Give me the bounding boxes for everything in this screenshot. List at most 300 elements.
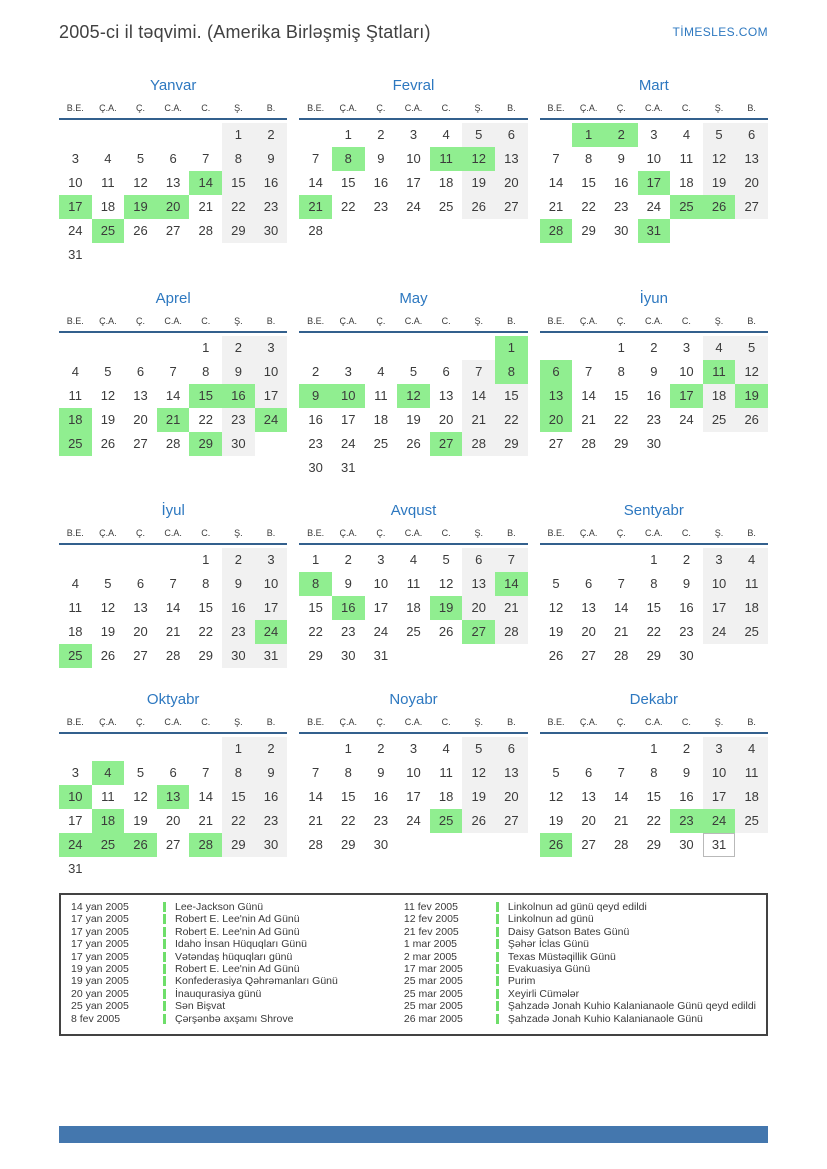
weekday-header: C. <box>441 103 451 113</box>
day-cell-empty <box>430 336 463 360</box>
weekday-header: B. <box>507 528 516 538</box>
day-cell: 23 <box>255 809 288 833</box>
holiday-tick-icon <box>163 952 166 962</box>
weekday-header: Ş. <box>234 316 243 326</box>
day-cell: 13 <box>495 147 528 171</box>
day-cell: 29 <box>189 432 222 456</box>
weekday-header: Ç. <box>136 316 146 326</box>
day-cell: 24 <box>59 833 92 857</box>
day-cell: 27 <box>548 436 564 451</box>
day-cell: 6 <box>442 364 450 379</box>
day-cell: 5 <box>104 576 112 591</box>
day-cell: 27 <box>495 195 528 219</box>
legend-row <box>71 926 398 938</box>
day-cell-empty <box>605 548 638 572</box>
day-cell: 3 <box>409 741 418 756</box>
day-cell: 7 <box>312 765 320 780</box>
day-cell: 9 <box>222 572 255 596</box>
month-title: Aprel <box>155 290 191 307</box>
day-cell: 26 <box>540 833 573 857</box>
legend-date: 11 fev 2005 <box>403 901 458 913</box>
week-row <box>299 833 527 857</box>
day-cell: 15 <box>189 384 222 408</box>
weekday-header-row <box>299 103 527 120</box>
week-row <box>540 432 768 456</box>
weekday-header: C.A. <box>164 717 182 727</box>
day-cell: 14 <box>198 789 213 804</box>
weekday-header-row <box>540 528 768 545</box>
holiday-tick-icon <box>496 1014 499 1024</box>
day-cell: 26 <box>438 624 454 639</box>
day-cell: 10 <box>679 364 694 379</box>
day-cell: 30 <box>613 223 629 238</box>
day-cell: 21 <box>495 596 528 620</box>
day-cell: 29 <box>308 648 323 663</box>
day-cell: 16 <box>373 175 389 190</box>
day-cell: 21 <box>198 199 213 214</box>
week-row <box>59 833 287 857</box>
weekday-header: Ş. <box>474 316 483 326</box>
day-cell: 15 <box>646 600 662 615</box>
weekday-header: Ç. <box>136 103 146 113</box>
weekday-header-row <box>540 103 768 120</box>
day-cell: 10 <box>406 765 421 780</box>
weeks <box>540 548 768 668</box>
day-cell: 12 <box>703 147 736 171</box>
day-cell: 21 <box>613 624 629 639</box>
weekday-header: Ç.A. <box>339 528 357 538</box>
day-cell: 26 <box>703 195 736 219</box>
day-cell-empty <box>430 644 463 668</box>
day-cell: 11 <box>439 765 453 780</box>
holiday-name: Robert E. Lee'nin Ad Günü <box>175 913 300 926</box>
day-cell: 30 <box>255 833 288 857</box>
legend-col-right <box>404 901 756 1025</box>
day-cell: 10 <box>332 384 365 408</box>
legend-date: 14 yan 2005 <box>71 901 129 913</box>
day-cell: 28 <box>613 648 629 663</box>
day-cell: 21 <box>308 813 323 828</box>
day-cell: 13 <box>157 785 190 809</box>
day-cell: 26 <box>462 195 495 219</box>
weekday-header: Ç.A. <box>579 528 598 538</box>
weekday-header: B.E. <box>66 316 84 326</box>
weekday-header: B. <box>747 528 756 538</box>
day-cell: 25 <box>92 219 125 243</box>
weekday-header: B. <box>747 717 756 727</box>
day-cell: 6 <box>169 151 177 166</box>
month-may <box>299 288 527 500</box>
day-cell: 2 <box>650 340 658 355</box>
day-cell: 14 <box>495 572 528 596</box>
day-cell-empty <box>540 548 573 572</box>
month-title: Noyabr <box>389 691 438 708</box>
week-row <box>540 195 768 219</box>
day-cell: 5 <box>462 123 495 147</box>
weekday-header: B.E. <box>307 528 325 538</box>
week-row <box>299 737 527 761</box>
weekday-header: Ç. <box>616 316 626 326</box>
day-cell: 8 <box>584 151 593 166</box>
day-cell: 24 <box>68 223 83 238</box>
day-cell: 5 <box>136 765 145 780</box>
day-cell-empty <box>735 644 768 668</box>
day-cell: 26 <box>462 809 495 833</box>
weekday-header: Ş. <box>714 316 724 326</box>
month-title: May <box>399 290 428 307</box>
day-cell-empty <box>255 857 288 881</box>
week-row <box>540 147 768 171</box>
week-row <box>540 761 768 785</box>
day-cell-empty <box>397 833 430 857</box>
day-cell: 2 <box>605 123 638 147</box>
week-row <box>299 432 527 456</box>
legend-date: 17 mar 2005 <box>403 963 463 976</box>
legend-row <box>404 1013 756 1025</box>
day-cell: 15 <box>341 789 356 804</box>
day-cell: 11 <box>430 147 463 171</box>
week-row <box>299 456 527 480</box>
day-cell: 29 <box>613 436 629 451</box>
day-cell-empty <box>157 123 190 147</box>
weekday-header: B. <box>507 103 516 113</box>
day-cell-empty <box>124 243 157 267</box>
day-cell: 15 <box>198 600 213 615</box>
day-cell: 28 <box>165 648 181 663</box>
week-row <box>540 596 768 620</box>
weekday-header: Ç. <box>616 528 626 538</box>
day-cell: 2 <box>377 741 385 756</box>
day-cell: 31 <box>68 861 83 876</box>
day-cell: 23 <box>679 624 694 639</box>
day-cell-empty <box>605 737 638 761</box>
holiday-tick-icon <box>163 939 166 949</box>
weekday-header-row <box>59 528 287 545</box>
day-cell: 11 <box>735 572 768 596</box>
weeks <box>59 548 287 668</box>
day-cell: 18 <box>100 199 116 214</box>
week-row <box>299 123 527 147</box>
month-yanvar <box>59 75 287 288</box>
day-cell-empty <box>124 548 157 572</box>
holiday-name: Robert E. Lee'nin Ad Günü <box>175 963 300 976</box>
week-row <box>59 548 287 572</box>
month-title: Yanvar <box>149 77 197 94</box>
day-cell: 14 <box>548 175 564 190</box>
day-cell: 25 <box>59 432 92 456</box>
holiday-name: Evakuasiya Günü <box>507 963 591 976</box>
day-cell: 9 <box>377 765 385 780</box>
day-cell: 1 <box>202 340 210 355</box>
day-cell: 3 <box>409 127 418 142</box>
day-cell: 5 <box>703 123 736 147</box>
day-cell: 22 <box>222 195 255 219</box>
week-row <box>299 408 527 432</box>
day-cell: 22 <box>646 813 662 828</box>
day-cell-empty <box>157 336 190 360</box>
day-cell: 22 <box>341 813 356 828</box>
day-cell: 4 <box>703 336 736 360</box>
weekday-header: B. <box>266 316 276 326</box>
day-cell: 20 <box>495 171 528 195</box>
day-cell-empty <box>462 219 495 243</box>
day-cell: 3 <box>71 765 79 780</box>
day-cell: 29 <box>341 837 356 852</box>
day-cell: 14 <box>613 789 629 804</box>
legend-row <box>404 988 756 1000</box>
legend-date: 8 fev 2005 <box>71 1012 121 1025</box>
week-row <box>540 572 768 596</box>
legend-row <box>404 1000 756 1012</box>
week-row <box>59 644 287 668</box>
day-cell: 31 <box>68 247 83 262</box>
day-cell: 20 <box>462 596 495 620</box>
day-cell: 27 <box>133 436 148 451</box>
day-cell: 3 <box>71 151 79 166</box>
day-cell: 10 <box>373 576 389 591</box>
weekday-header: C. <box>441 528 451 538</box>
day-cell: 1 <box>650 741 658 756</box>
day-cell-empty <box>299 336 332 360</box>
day-cell-empty <box>92 548 125 572</box>
day-cell: 18 <box>59 408 92 432</box>
day-cell-empty <box>222 243 255 267</box>
legend-date: 25 yan 2005 <box>71 1000 129 1013</box>
day-cell: 13 <box>165 175 181 190</box>
day-cell: 25 <box>430 809 463 833</box>
weekday-header: B.E. <box>547 717 565 727</box>
day-cell: 12 <box>100 600 116 615</box>
day-cell-empty <box>59 737 92 761</box>
day-cell: 13 <box>438 388 454 403</box>
day-cell: 9 <box>682 576 691 591</box>
day-cell: 4 <box>71 364 79 379</box>
weekday-header: C.A. <box>404 316 423 326</box>
weekday-header: Ç. <box>616 717 626 727</box>
day-cell: 19 <box>133 813 148 828</box>
day-cell: 27 <box>581 837 596 852</box>
day-cell: 14 <box>189 171 222 195</box>
day-cell: 14 <box>613 600 629 615</box>
day-cell: 17 <box>670 384 703 408</box>
week-row <box>299 147 527 171</box>
week-row <box>299 171 527 195</box>
day-cell: 2 <box>222 548 255 572</box>
weekday-header: B.E. <box>307 103 325 113</box>
day-cell-empty <box>189 123 222 147</box>
holiday-name: Sən Bişvat <box>175 1000 226 1013</box>
weekday-header: B. <box>266 717 276 727</box>
legend-date: 12 fev 2005 <box>403 913 459 926</box>
day-cell: 30 <box>222 432 255 456</box>
day-cell: 19 <box>124 195 157 219</box>
weekday-header: C. <box>201 528 211 538</box>
weekday-header: Ç. <box>376 316 386 326</box>
day-cell: 17 <box>341 412 356 427</box>
weekday-header: C. <box>201 717 211 727</box>
day-cell: 13 <box>133 600 148 615</box>
week-row <box>59 857 287 881</box>
day-cell: 21 <box>165 624 181 639</box>
weekday-header: Ş. <box>234 103 243 113</box>
day-cell: 20 <box>735 171 768 195</box>
day-cell: 30 <box>308 460 323 475</box>
day-cell: 21 <box>462 408 495 432</box>
day-cell: 24 <box>703 809 736 833</box>
day-cell: 30 <box>646 436 662 451</box>
day-cell: 21 <box>548 199 564 214</box>
day-cell-empty <box>255 432 288 456</box>
day-cell-empty <box>495 219 528 243</box>
day-cell: 25 <box>735 620 768 644</box>
weeks <box>540 336 768 456</box>
weekday-header: B. <box>266 103 276 113</box>
day-cell: 12 <box>548 600 564 615</box>
day-cell: 14 <box>165 600 181 615</box>
legend-date: 25 mar 2005 <box>403 975 463 988</box>
day-cell: 16 <box>255 785 288 809</box>
holiday-tick-icon <box>163 989 166 999</box>
day-cell: 28 <box>189 833 222 857</box>
holiday-name: Daisy Gatson Bates Günü <box>507 925 630 938</box>
day-cell: 9 <box>255 761 288 785</box>
day-cell: 14 <box>165 388 181 403</box>
day-cell: 6 <box>584 765 593 780</box>
day-cell: 23 <box>373 813 389 828</box>
day-cell: 20 <box>157 195 190 219</box>
week-row <box>59 147 287 171</box>
weeks <box>299 123 527 243</box>
day-cell: 12 <box>462 147 495 171</box>
holiday-tick-icon <box>496 939 499 949</box>
day-cell: 16 <box>679 789 694 804</box>
day-cell: 20 <box>581 624 596 639</box>
day-cell: 22 <box>646 624 662 639</box>
day-cell: 17 <box>255 384 288 408</box>
day-cell: 8 <box>202 576 210 591</box>
day-cell: 17 <box>68 813 83 828</box>
weekday-header: Ç.A. <box>339 717 357 727</box>
day-cell-empty <box>462 456 495 480</box>
day-cell: 16 <box>613 175 629 190</box>
day-cell: 21 <box>157 408 190 432</box>
holiday-tick-icon <box>163 1014 166 1024</box>
day-cell: 10 <box>68 175 83 190</box>
weekday-header: C.A. <box>404 103 423 113</box>
day-cell-empty <box>703 219 736 243</box>
weekday-header: B.E. <box>547 103 565 113</box>
weekday-header: B. <box>747 103 756 113</box>
legend-date: 17 yan 2005 <box>71 938 129 951</box>
day-cell-empty <box>703 644 736 668</box>
day-cell: 4 <box>442 741 450 756</box>
holiday-name: Linkolnun ad günü <box>507 913 594 926</box>
day-cell: 18 <box>406 600 421 615</box>
day-cell-empty <box>462 833 495 857</box>
day-cell: 16 <box>646 388 662 403</box>
holiday-tick-icon <box>496 976 499 986</box>
day-cell: 20 <box>133 624 148 639</box>
day-cell: 25 <box>59 644 92 668</box>
weekday-header-row <box>299 528 527 545</box>
holiday-tick-icon <box>496 927 499 937</box>
day-cell: 4 <box>104 151 112 166</box>
holiday-name: İnauqurasiya günü <box>175 987 262 1000</box>
day-cell: 20 <box>540 408 573 432</box>
day-cell-empty <box>703 432 736 456</box>
day-cell: 11 <box>406 576 421 591</box>
day-cell: 25 <box>92 833 125 857</box>
weekday-header: Ç.A. <box>99 103 117 113</box>
legend-row <box>71 1013 398 1025</box>
day-cell: 25 <box>670 195 703 219</box>
month-title: Dekabr <box>629 691 678 708</box>
weeks <box>540 737 768 857</box>
day-cell-empty <box>157 548 190 572</box>
day-cell: 18 <box>92 809 125 833</box>
legend-date: 21 fev 2005 <box>403 925 459 938</box>
day-cell-empty <box>189 857 222 881</box>
legend-row <box>404 975 756 987</box>
day-cell-empty <box>365 336 398 360</box>
weekday-header: Ç. <box>376 528 386 538</box>
site-link[interactable]: TİMESLES.COM <box>672 25 768 39</box>
month-dekabr <box>540 689 768 893</box>
weekday-header: Ş. <box>474 103 483 113</box>
day-cell: 24 <box>341 436 356 451</box>
weekday-header: Ş. <box>234 528 243 538</box>
day-cell: 5 <box>136 151 145 166</box>
day-cell: 21 <box>581 412 596 427</box>
day-cell: 18 <box>735 596 768 620</box>
week-row <box>59 572 287 596</box>
day-cell: 25 <box>373 436 389 451</box>
weekday-header: Ç.A. <box>99 528 117 538</box>
day-cell: 20 <box>495 785 528 809</box>
month-aprel <box>59 288 287 500</box>
weekday-header: C.A. <box>404 528 423 538</box>
week-row <box>299 761 527 785</box>
day-cell: 5 <box>552 765 560 780</box>
weekday-header: C.A. <box>645 103 663 113</box>
day-cell: 20 <box>133 412 148 427</box>
day-cell: 12 <box>462 761 495 785</box>
day-cell: 22 <box>308 624 323 639</box>
week-row <box>540 219 768 243</box>
day-cell-empty <box>299 737 332 761</box>
day-cell: 22 <box>222 809 255 833</box>
legend-date: 26 mar 2005 <box>403 1012 463 1025</box>
day-cell: 8 <box>495 360 528 384</box>
day-cell: 27 <box>462 620 495 644</box>
legend-row <box>404 963 756 975</box>
day-cell: 15 <box>495 384 528 408</box>
day-cell: 27 <box>133 648 148 663</box>
day-cell: 4 <box>682 127 691 142</box>
legend-date: 19 yan 2005 <box>71 963 129 976</box>
day-cell: 22 <box>581 199 596 214</box>
day-cell: 9 <box>377 151 385 166</box>
day-cell: 30 <box>341 648 356 663</box>
day-cell-empty <box>189 737 222 761</box>
day-cell: 16 <box>679 600 694 615</box>
day-cell: 6 <box>584 576 593 591</box>
holiday-name: Robert E. Lee'nin Ad Günü <box>175 925 300 938</box>
day-cell: 3 <box>650 127 658 142</box>
weeks <box>299 336 527 480</box>
holiday-name: Lee-Jackson Günü <box>175 901 264 913</box>
day-cell: 24 <box>255 620 288 644</box>
